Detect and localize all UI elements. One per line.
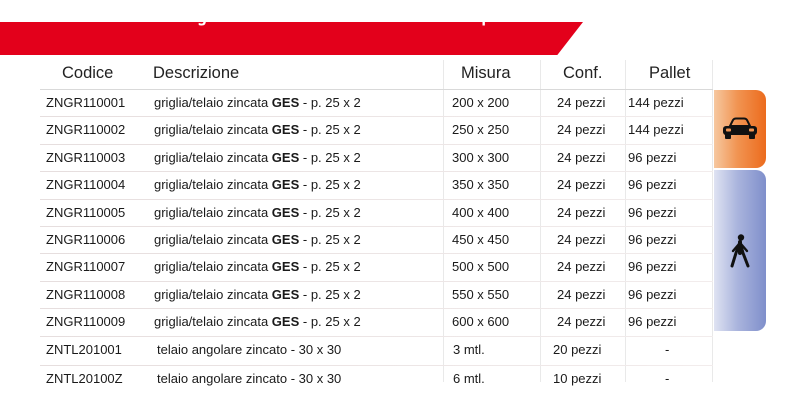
column-header-description: Descrizione [153, 64, 240, 82]
cell-pack: 24 pezzi [557, 122, 606, 138]
cell-pallet: 96 pezzi [628, 286, 677, 302]
cell-pack: 24 pezzi [557, 95, 606, 110]
cell-size: 550 x 550 [452, 286, 510, 302]
table-row [0, 90, 720, 117]
cell-code: ZNGR110009 [46, 314, 126, 330]
brand-label: GES [271, 204, 300, 220]
brand-label: GES [271, 259, 300, 275]
cell-code: ZNGR110005 [46, 204, 126, 220]
cell-pallet: 96 pezzi [628, 204, 677, 220]
cell-pallet: 144 pezzi [628, 95, 684, 110]
column-header-code: Codice [62, 64, 114, 82]
brand-label: GES [271, 177, 300, 193]
cell-pack: 10 pezzi [553, 370, 602, 386]
cell-size: 400 x 400 [452, 204, 510, 220]
cell-description: griglia/telaio zincata GES - p. 25 x 2 [154, 259, 361, 275]
brand-label: GES [271, 231, 300, 247]
table-row [0, 337, 720, 366]
cell-description: griglia/telaio zincata GES - p. 25 x 2 [154, 95, 361, 110]
cell-pallet: 96 pezzi [628, 314, 677, 330]
table-row [0, 227, 720, 254]
brand-label: GES [271, 314, 300, 330]
cell-pallet: - [665, 341, 670, 357]
cell-size: 3 mtl. [453, 341, 485, 357]
cell-size: 350 x 350 [452, 177, 510, 193]
brand-label: GES [271, 95, 300, 110]
pedestrian-category-tab [714, 170, 766, 331]
cell-code: ZNTL201001 [46, 341, 122, 357]
pedestrian-icon [728, 234, 752, 268]
table-row [0, 172, 720, 199]
cell-size: 500 x 500 [452, 259, 510, 275]
cell-code: ZNGR110002 [46, 122, 126, 138]
table-header [0, 60, 720, 89]
cell-size: 250 x 250 [452, 122, 510, 138]
cell-description: griglia/telaio zincata GES - p. 25 x 2 [154, 149, 361, 165]
cell-pack: 24 pezzi [557, 177, 606, 193]
cell-pack: 24 pezzi [557, 259, 606, 275]
cell-size: 300 x 300 [452, 149, 510, 165]
brand-label: GES [271, 122, 300, 138]
cell-code: ZNGR110008 [46, 286, 126, 302]
column-header-pack: Conf. [563, 64, 603, 82]
table-body [0, 90, 720, 395]
cell-description: griglia/telaio zincata GES - p. 25 x 2 [154, 314, 361, 330]
cell-pack: 20 pezzi [553, 341, 602, 357]
cell-description: griglia/telaio zincata GES - p. 25 x 2 [154, 177, 361, 193]
cell-size: 450 x 450 [452, 231, 510, 247]
cell-code: ZNGR110007 [46, 259, 126, 275]
column-header-size: Misura [461, 64, 511, 82]
cell-pack: 24 pezzi [557, 314, 606, 330]
cell-pallet: 96 pezzi [628, 259, 677, 275]
table-row [0, 145, 720, 172]
table-row [0, 254, 720, 281]
cell-pallet: - [665, 370, 670, 386]
cell-description: griglia/telaio zincata GES - p. 25 x 2 [154, 204, 361, 220]
cell-pallet: 144 pezzi [628, 122, 684, 138]
cell-code: ZNGR110004 [46, 177, 126, 193]
vehicle-category-tab [714, 90, 766, 168]
cell-code: ZNTL20100Z [46, 370, 123, 386]
cell-pack: 24 pezzi [557, 204, 606, 220]
cell-code: ZNGR110003 [46, 149, 126, 165]
table-row [0, 200, 720, 227]
cell-description: telaio angolare zincato - 30 x 30 [157, 370, 342, 386]
cell-pallet: 96 pezzi [628, 149, 677, 165]
cell-pack: 24 pezzi [557, 286, 606, 302]
cell-code: ZNGR110006 [46, 231, 126, 247]
table-row [0, 282, 720, 309]
brand-label: GES [271, 286, 300, 302]
car-icon [721, 117, 759, 141]
cell-pallet: 96 pezzi [628, 177, 677, 193]
banner-title: Griglie zincate con telaio - quadrate [164, 7, 562, 26]
table-row [0, 366, 720, 395]
cell-description: telaio angolare zincato - 30 x 30 [157, 341, 342, 357]
table-row [0, 309, 720, 336]
column-header-pallet: Pallet [649, 64, 691, 82]
cell-pack: 24 pezzi [557, 149, 606, 165]
cell-description: griglia/telaio zincata GES - p. 25 x 2 [154, 286, 361, 302]
cell-description: griglia/telaio zincata GES - p. 25 x 2 [154, 231, 361, 247]
table-row [0, 117, 720, 144]
brand-label: GES [271, 149, 300, 165]
cell-code: ZNGR110001 [46, 95, 126, 110]
cell-pack: 24 pezzi [557, 231, 606, 247]
cell-description: griglia/telaio zincata GES - p. 25 x 2 [154, 122, 361, 138]
cell-size: 200 x 200 [452, 95, 510, 110]
cell-pallet: 96 pezzi [628, 231, 677, 247]
cell-size: 600 x 600 [452, 314, 510, 330]
cell-size: 6 mtl. [453, 370, 485, 386]
